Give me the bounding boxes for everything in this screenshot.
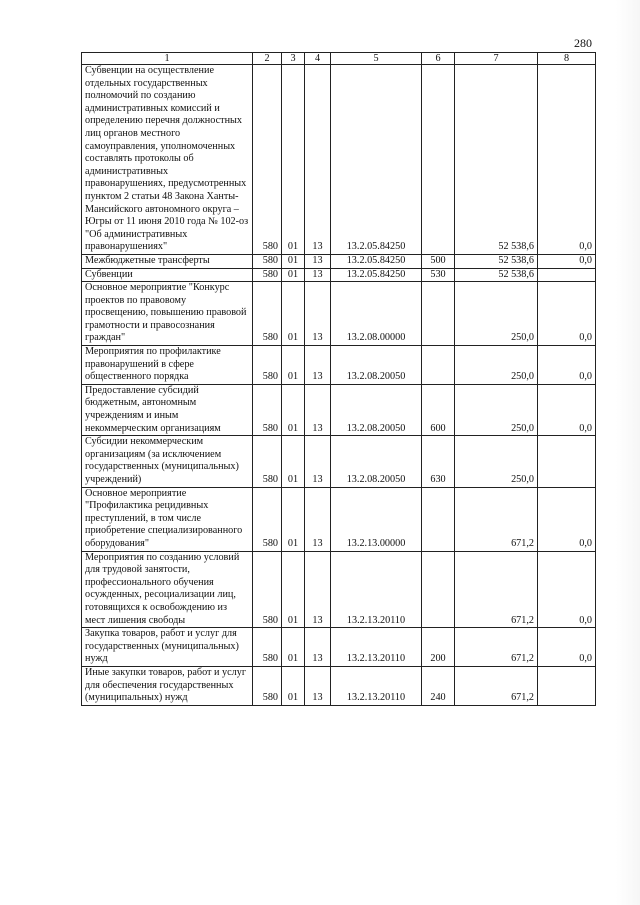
row-name: Субвенции на осуществление отдельных государственных полномочий по созданию административных комиссий и определению перечня должностных лиц органов местного самоуправления, уполномоченных составлять протоколы об административных правонарушениях, предусмотренных пунктом 2 статьи 48 Закона Ханты-Мансийского автономного округа – Югры от 11 июня 2010 года № 102-оз "Об административных правонарушениях": [82, 65, 253, 255]
cell-value: 250,0: [455, 436, 538, 487]
column-header: 2: [253, 53, 282, 65]
row-name: Субсидии некоммерческим организациям (за исключением государственных (муниципальных) учреждений): [82, 436, 253, 487]
cell-value: 630: [422, 436, 455, 487]
cell-value: 240: [422, 666, 455, 705]
cell-value: 52 538,6: [455, 268, 538, 282]
row-name: Субвенции: [82, 268, 253, 282]
table-row: [82, 551, 596, 628]
cell-value: [538, 436, 596, 487]
table-row: [82, 666, 596, 705]
cell-value: 01: [282, 551, 305, 628]
cell-value: 13: [305, 346, 331, 385]
cell-value: 52 538,6: [455, 254, 538, 268]
column-header: 8: [538, 53, 596, 65]
cell-value: 13: [305, 436, 331, 487]
cell-value: 671,2: [455, 628, 538, 667]
cell-value: [422, 551, 455, 628]
cell-value: 200: [422, 628, 455, 667]
cell-value: 0,0: [538, 254, 596, 268]
cell-value: 580: [253, 628, 282, 667]
cell-value: 0,0: [538, 65, 596, 255]
column-header: 1: [82, 53, 253, 65]
cell-value: [422, 282, 455, 346]
cell-value: 600: [422, 384, 455, 435]
cell-value: 250,0: [455, 346, 538, 385]
row-name: Предоставление субсидий бюджетным, автономным учреждениям и иным некоммерческим организациям: [82, 384, 253, 435]
table-row: [82, 254, 596, 268]
cell-value: 580: [253, 436, 282, 487]
cell-value: 13: [305, 65, 331, 255]
cell-value: 671,2: [455, 487, 538, 551]
cell-value: 13: [305, 282, 331, 346]
cell-value: 671,2: [455, 666, 538, 705]
cell-value: [538, 268, 596, 282]
cell-value: 01: [282, 346, 305, 385]
table-row: [82, 436, 596, 487]
cell-value: 13.2.13.20110: [331, 628, 422, 667]
page-number: 280: [574, 36, 592, 50]
cell-value: 01: [282, 666, 305, 705]
cell-value: 13.2.13.00000: [331, 487, 422, 551]
cell-value: 580: [253, 254, 282, 268]
cell-value: 250,0: [455, 282, 538, 346]
cell-value: 580: [253, 666, 282, 705]
table-header: [82, 53, 596, 65]
column-header: 6: [422, 53, 455, 65]
column-header: 3: [282, 53, 305, 65]
cell-value: 0,0: [538, 551, 596, 628]
table-row: [82, 282, 596, 346]
cell-value: 01: [282, 282, 305, 346]
row-name: Мероприятия по профилактике правонарушений в сфере общественного порядка: [82, 346, 253, 385]
cell-value: 13: [305, 268, 331, 282]
cell-value: 0,0: [538, 384, 596, 435]
row-name: Иные закупки товаров, работ и услуг для обеспечения государственных (муниципальных) нужд: [82, 666, 253, 705]
table-row: [82, 268, 596, 282]
cell-value: 01: [282, 384, 305, 435]
cell-value: [422, 65, 455, 255]
cell-value: 580: [253, 551, 282, 628]
cell-value: [422, 346, 455, 385]
column-header: 7: [455, 53, 538, 65]
column-header: 5: [331, 53, 422, 65]
cell-value: 13: [305, 628, 331, 667]
row-name: Межбюджетные трансферты: [82, 254, 253, 268]
cell-value: 580: [253, 282, 282, 346]
cell-value: 530: [422, 268, 455, 282]
cell-value: 13.2.05.84250: [331, 254, 422, 268]
cell-value: 13: [305, 254, 331, 268]
cell-value: 13.2.13.20110: [331, 551, 422, 628]
row-name: Основное мероприятие "Конкурс проектов по правовому просвещению, повышению правовой грамотности и правосознания граждан": [82, 282, 253, 346]
cell-value: 01: [282, 254, 305, 268]
table-row: [82, 628, 596, 667]
cell-value: 01: [282, 628, 305, 667]
cell-value: 13.2.08.20050: [331, 346, 422, 385]
cell-value: 13.2.08.00000: [331, 282, 422, 346]
row-name: Основное мероприятие "Профилактика рецидивных преступлений, в том числе приобретение специализированного оборудования": [82, 487, 253, 551]
cell-value: 01: [282, 487, 305, 551]
cell-value: 13.2.13.20110: [331, 666, 422, 705]
cell-value: 13: [305, 666, 331, 705]
cell-value: 580: [253, 346, 282, 385]
table-row: [82, 346, 596, 385]
cell-value: 0,0: [538, 628, 596, 667]
cell-value: 52 538,6: [455, 65, 538, 255]
cell-value: 13: [305, 487, 331, 551]
cell-value: 13.2.08.20050: [331, 384, 422, 435]
cell-value: 01: [282, 65, 305, 255]
cell-value: 13: [305, 384, 331, 435]
cell-value: 671,2: [455, 551, 538, 628]
cell-value: 580: [253, 65, 282, 255]
cell-value: [538, 666, 596, 705]
cell-value: 13.2.08.20050: [331, 436, 422, 487]
row-name: Мероприятия по созданию условий для трудовой занятости, профессионального обучения осужденных, ресоциализации лиц, готовящихся к освобождению из мест лишения свободы: [82, 551, 253, 628]
cell-value: 13: [305, 551, 331, 628]
scan-edge: [616, 0, 640, 905]
table-row: [82, 487, 596, 551]
cell-value: 250,0: [455, 384, 538, 435]
table-row: [82, 65, 596, 255]
cell-value: [422, 487, 455, 551]
cell-value: 01: [282, 268, 305, 282]
cell-value: 0,0: [538, 346, 596, 385]
cell-value: 580: [253, 487, 282, 551]
cell-value: 580: [253, 384, 282, 435]
cell-value: 0,0: [538, 487, 596, 551]
row-name: Закупка товаров, работ и услуг для государственных (муниципальных) нужд: [82, 628, 253, 667]
cell-value: 0,0: [538, 282, 596, 346]
cell-value: 01: [282, 436, 305, 487]
cell-value: 13.2.05.84250: [331, 65, 422, 255]
cell-value: 500: [422, 254, 455, 268]
cell-value: 580: [253, 268, 282, 282]
column-header: 4: [305, 53, 331, 65]
table-row: [82, 384, 596, 435]
budget-table: [81, 52, 596, 706]
cell-value: 13.2.05.84250: [331, 268, 422, 282]
